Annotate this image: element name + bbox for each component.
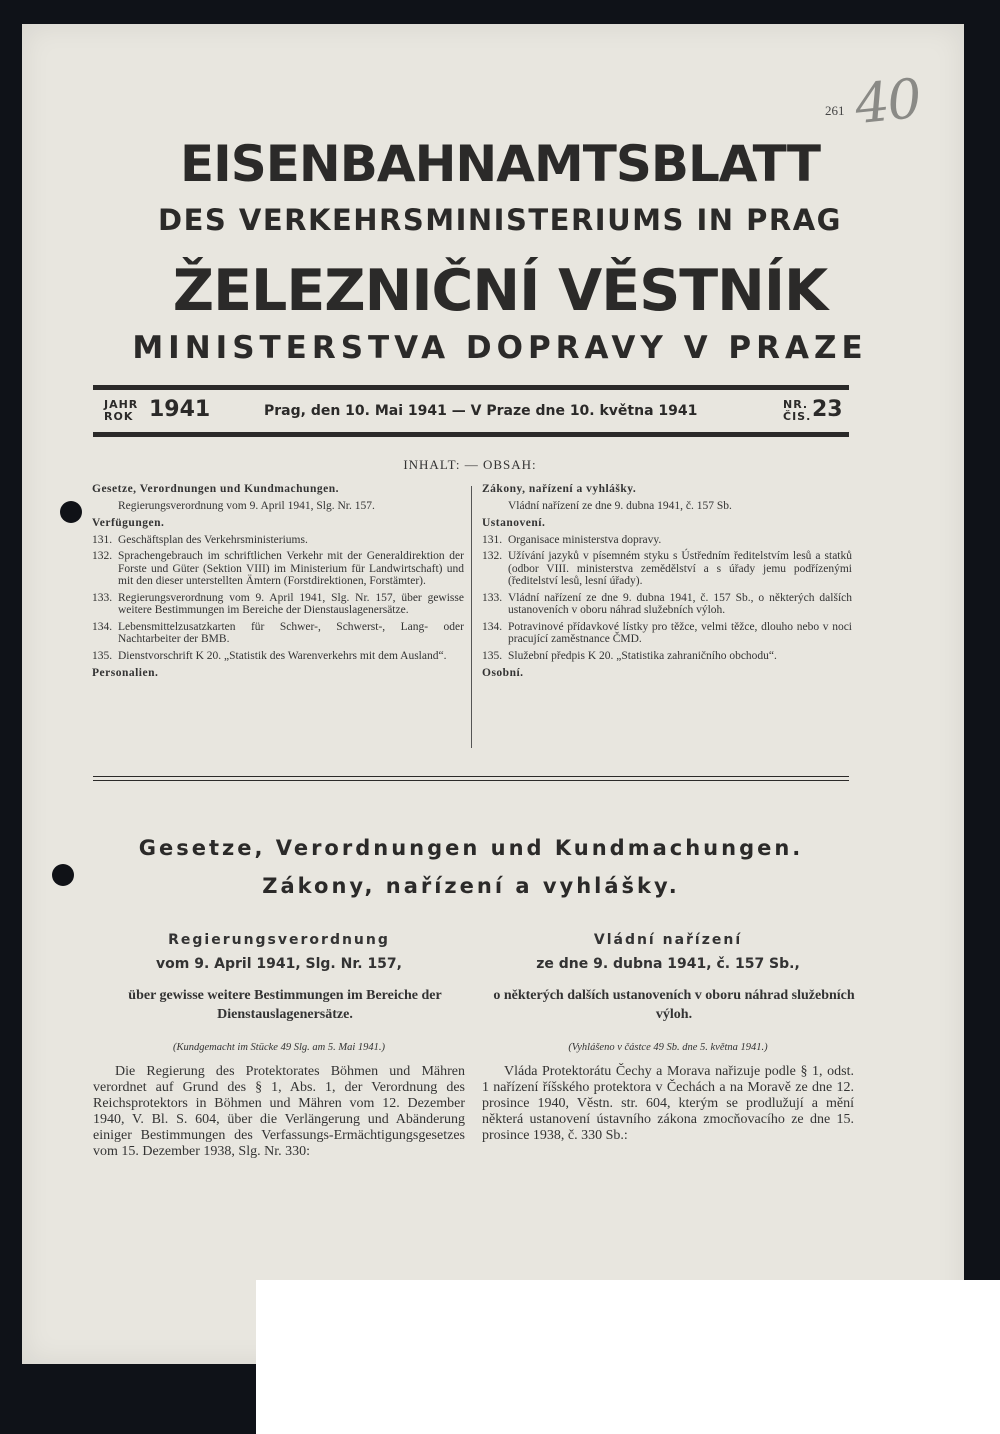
toc-heading: Zákony, nařízení a vyhlášky.	[482, 483, 637, 495]
toc-item	[482, 650, 852, 663]
article-subject-de: über gewisse weitere Bestimmungen im Bereiche der Dienstauslagenersätze.	[128, 988, 442, 1022]
year-label	[104, 399, 138, 423]
toc-heading: Verfügungen.	[92, 517, 165, 529]
toc-item-number: 134.	[92, 620, 113, 633]
masthead-subtitle-cs: MINISTERSTVA DOPRAVY V PRAZE	[132, 330, 868, 366]
toc-item-text: Užívání jazyků v písemném styku s Ústředním ředitelstvím lesů a statků (odbor VIII. ministerstva zemědělství a s úřady jemu podřízenými (ředitelství lesů, lesní úřady).	[508, 550, 852, 587]
punch-hole	[60, 501, 82, 523]
article-note-de: (Kundgemacht im Stücke 49 Slg. am 5. Mai 1941.)	[172, 1042, 385, 1053]
toc-item-text: Sprachengebrauch im schriftlichen Verkehr mit der Generaldirektion der Forste und Güter (Sektion VIII) im Ministerium für Landwirtschaft) und mit den dieser unterstellten Ämtern (Forstdirektionen, Forstämter).	[118, 550, 464, 587]
section-title-cs: Zákony, nařízení a vyhlášky.	[262, 874, 680, 898]
number-label	[783, 399, 811, 423]
toc-item-number: 131.	[92, 533, 113, 546]
number-label-cs: ČIS.	[783, 410, 812, 423]
toc-item-number: 135.	[92, 649, 113, 662]
toc-item-text: Organisace ministerstva dopravy.	[508, 533, 662, 546]
issue-bar	[93, 394, 849, 430]
toc-item	[482, 534, 852, 547]
article-subject-cs: o některých dalších ustanoveních v oboru náhrad služebních výloh.	[493, 988, 855, 1022]
masthead-title-cs: ŽELEZNIČNÍ VĚSTNÍK	[172, 258, 828, 324]
section-rule	[93, 776, 849, 777]
article-heading-cs: Vládní nařízení	[593, 932, 743, 948]
toc-item-text: Regierungsverordnung vom 9. April 1941, Slg. Nr. 157, über gewisse weitere Bestimmungen im Bereiche der Dienstauslagenersätze.	[118, 591, 464, 616]
blank-overlay	[256, 1280, 1000, 1434]
article-body-de: Die Regierung des Protektorates Böhmen und Mähren verordnet auf Grund des § 1, Abs. 1, der Verordnung des Reichsprotektors in Böhmen und Mähren vom 12. Dezember 1940, V. Bl. S. 604, über die Verlängerung und Abänderung einiger Bestimmungen des Verfassungs-Ermächtigungsgesetzes vom 15. Dezember 1938, Slg. Nr. 330:	[93, 1064, 465, 1159]
toc-item-number: 131.	[482, 533, 503, 546]
masthead-title-de: EISENBAHNAMTSBLATT	[180, 135, 820, 193]
toc-item	[92, 550, 464, 588]
toc-entry: Vládní nařízení ze dne 9. dubna 1941, č. 157 Sb.	[508, 499, 732, 512]
toc-item-text: Lebensmittelzusatzkarten für Schwer-, Schwerst-, Lang- oder Nachtarbeiter der BMB.	[118, 620, 464, 645]
toc-item-number: 134.	[482, 620, 503, 633]
toc-item	[482, 550, 852, 588]
toc-heading: Ustanovení.	[482, 517, 546, 529]
issue-rule-bottom	[93, 432, 849, 437]
article-date-cs: ze dne 9. dubna 1941, č. 157 Sb.,	[536, 956, 800, 972]
toc-item	[92, 534, 464, 547]
toc-divider	[471, 486, 472, 748]
toc-item-number: 135.	[482, 649, 503, 662]
section-rule	[93, 780, 849, 781]
toc-item	[92, 650, 464, 663]
issue-dateline: Prag, den 10. Mai 1941 — V Praze dne 10. května 1941	[264, 403, 698, 419]
issue-rule-top	[93, 385, 849, 390]
year-label-cs: ROK	[104, 410, 134, 423]
toc-entry: Regierungsverordnung vom 9. April 1941, Slg. Nr. 157.	[118, 499, 375, 512]
masthead-subtitle-de: DES VERKEHRSMINISTERIUMS IN PRAG	[158, 203, 842, 237]
toc-item-text: Vládní nařízení ze dne 9. dubna 1941, č. 157 Sb., o některých dalších ustanoveních v oboru náhrad služebních výloh.	[508, 591, 852, 616]
issue-number: 23	[812, 397, 843, 422]
toc-item	[482, 592, 852, 617]
toc-heading: Personalien.	[92, 667, 159, 679]
toc-german	[92, 483, 464, 680]
toc-item-number: 132.	[482, 550, 503, 562]
toc-item	[92, 592, 464, 617]
toc-item-text: Potravinové přídavkové lístky pro těžce, velmi těžce, dlouho nebo v noci pracující zaměstnance ČMD.	[508, 620, 852, 645]
toc-heading: Osobní.	[482, 667, 524, 679]
article-heading-de: Regierungsverordnung	[168, 932, 390, 948]
toc-item-number: 133.	[482, 591, 503, 604]
toc-heading: Gesetze, Verordnungen und Kundmachungen.	[92, 483, 339, 495]
article-note-cs: (Vyhlášeno v částce 49 Sb. dne 5. května 1941.)	[568, 1042, 768, 1053]
year-label-de: JAHR	[104, 398, 139, 411]
toc-item	[92, 621, 464, 646]
toc-item-text: Služební předpis K 20. „Statistika zahraničního obchodu“.	[508, 649, 777, 662]
article-date-de: vom 9. April 1941, Slg. Nr. 157,	[156, 956, 402, 972]
handwritten-number: 40	[851, 66, 923, 137]
toc-item-number: 133.	[92, 591, 113, 604]
article-body-cs: Vláda Protektorátu Čechy a Morava nařizuje podle § 1, odst. 1 nařízení říšského protektora v Čechách a na Moravě ze dne 12. prosince 1940, Věstn. str. 604, kterým se prodlužují a mění některá ustanovení ústavního zákona zmocňovacího ze dne 15. prosince 1938, č. 330 Sb.:	[482, 1064, 854, 1143]
number-label-de: NR.	[783, 398, 809, 411]
issue-year: 1941	[149, 397, 211, 422]
page-number: 261	[825, 103, 845, 118]
toc-item-text: Geschäftsplan des Verkehrsministeriums.	[118, 533, 308, 546]
toc-item-text: Dienstvorschrift K 20. „Statistik des Warenverkehrs mit dem Ausland“.	[118, 649, 447, 662]
toc-czech	[482, 483, 852, 680]
toc-item	[482, 621, 852, 646]
toc-item-number: 132.	[92, 550, 113, 562]
section-title-de: Gesetze, Verordnungen und Kundmachungen.	[138, 836, 804, 860]
contents-heading: INHALT: — OBSAH:	[403, 457, 537, 472]
